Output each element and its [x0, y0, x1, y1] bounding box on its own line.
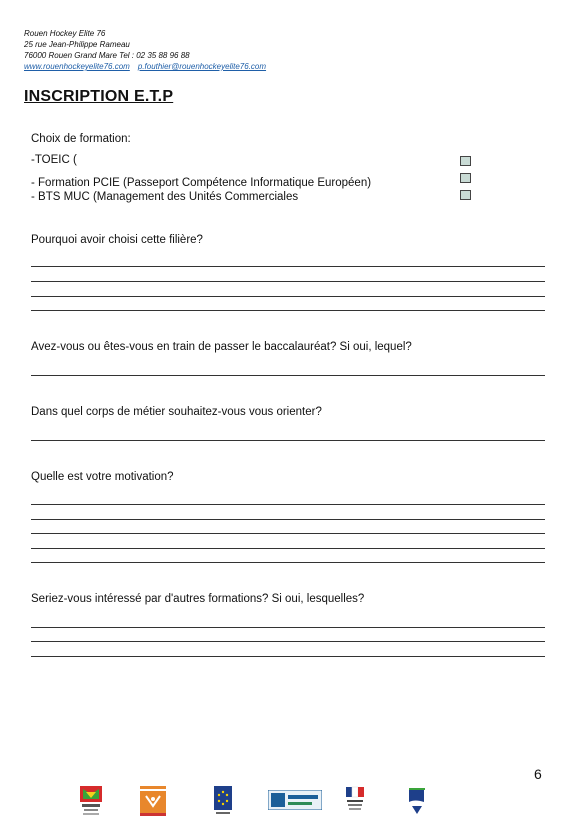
answer-line[interactable]: [31, 375, 545, 376]
option-pcie: - Formation PCIE (Passeport Compétence Informatique Européen): [31, 177, 372, 189]
answer-line[interactable]: [31, 440, 545, 441]
form-title: INSCRIPTION E.T.P: [24, 88, 174, 105]
answer-line[interactable]: [31, 296, 545, 297]
answer-line[interactable]: [31, 281, 545, 282]
club-header: [24, 28, 266, 72]
email-link[interactable]: p.fouthier@rouenhockeyelite76.com: [137, 62, 267, 71]
answer-line[interactable]: [31, 548, 545, 549]
answer-line[interactable]: [31, 627, 545, 628]
checkbox-bts[interactable]: [460, 190, 471, 200]
question-why-field: Pourquoi avoir choisi cette filière?: [31, 234, 203, 246]
question-baccalaureat: Avez-vous ou êtes-vous en train de passer le baccalauréat? Si oui, lequel?: [31, 341, 412, 353]
club-name: Rouen Hockey Elite 76: [24, 29, 106, 38]
question-motivation: Quelle est votre motivation?: [31, 471, 174, 483]
option-bts: - BTS MUC (Management des Unités Commerciales: [31, 191, 299, 203]
option-toeic: -TOEIC (: [31, 154, 77, 166]
choice-label: Choix de formation:: [31, 133, 131, 145]
republique-logo: [345, 786, 365, 812]
club-address: 25 rue Jean-Philippe Rameau: [24, 40, 130, 49]
rouen-city-logo: [268, 790, 322, 810]
region-logo: [80, 786, 102, 816]
club-city-phone: 76000 Rouen Grand Mare Tel : 02 35 88 96 88: [24, 51, 190, 60]
answer-line[interactable]: [31, 504, 545, 505]
answer-line[interactable]: [31, 562, 545, 563]
checkbox-toeic[interactable]: [460, 156, 471, 166]
answer-line[interactable]: [31, 641, 545, 642]
hockey-club-logo: [140, 786, 166, 816]
answer-line[interactable]: [31, 656, 545, 657]
europe-logo: [214, 786, 232, 816]
question-career: Dans quel corps de métier souhaitez-vous vous orienter?: [31, 406, 322, 418]
answer-line[interactable]: [31, 266, 545, 267]
answer-line[interactable]: [31, 310, 545, 311]
page-number: 6: [534, 766, 542, 782]
question-other-training: Seriez-vous intéressé par d'autres formations? Si oui, lesquelles?: [31, 593, 365, 605]
ffhg-logo: [406, 786, 428, 816]
answer-line[interactable]: [31, 519, 545, 520]
answer-line[interactable]: [31, 533, 545, 534]
checkbox-pcie[interactable]: [460, 173, 471, 183]
website-link[interactable]: www.rouenhockeyelite76.com: [24, 62, 130, 71]
